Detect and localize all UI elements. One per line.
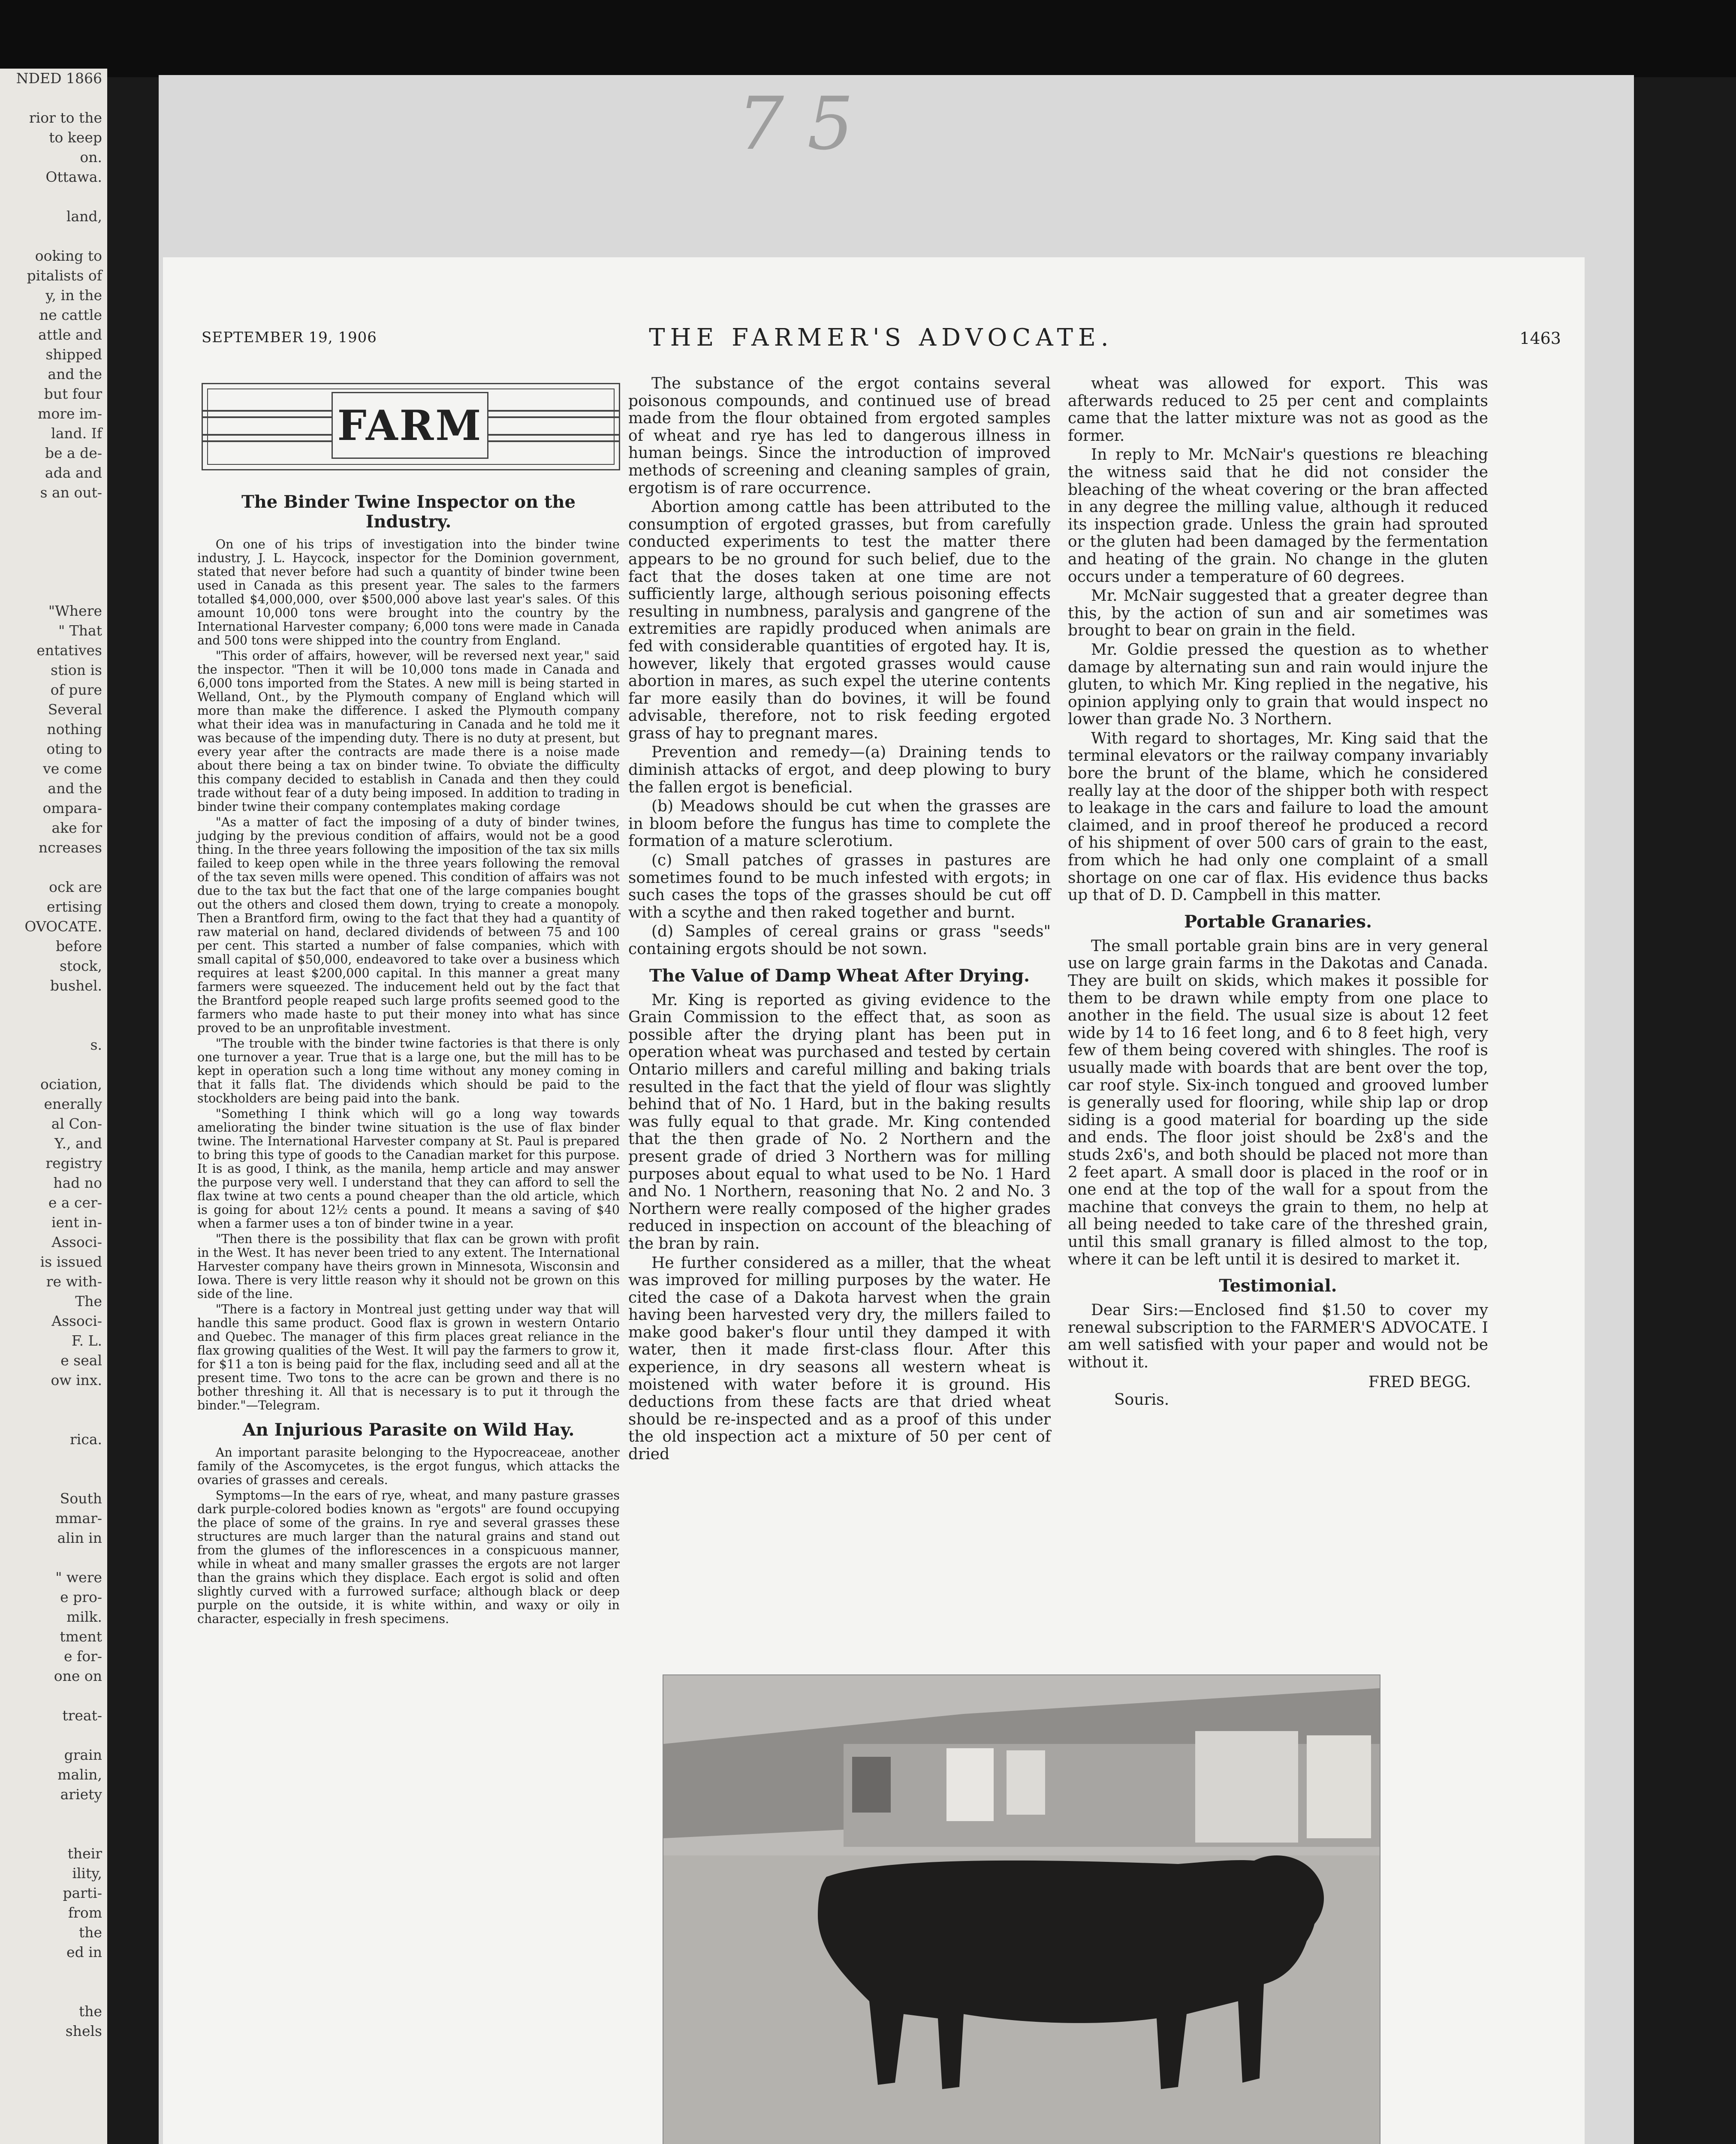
column-2 [628,375,1051,1465]
margin-text-line [3,1015,102,1035]
publication-title: THE FARMER'S ADVOCATE. [649,324,1114,352]
margin-text-line: OVOCATE. [24,918,102,935]
margin-text-line [3,858,102,877]
paragraph: "This order of affairs, however, will be reversed next year," said the inspector. "Then it will be 10,000 tons made in Canada and 6,000 tons imported from the States. A new mill is being started in Welland, Ont., by the Plymouth company of England which will more than make the difference. I asked the Plymouth company what their idea was in manufacturing in Canada and he told me it was because of the impending duty. There is no duty at present, but every year after the contracts are made there is a noise made about there being a tax on binder twine. To obviate the difficulty this company decided to establish in Canada and then they could trade without fear of a duty being imposed. In addition to trading in binder twine their company contemplates making cordage [197,649,620,814]
margin-text-line: " were [55,1569,102,1586]
margin-text-line: ada and [45,464,102,481]
margin-text-line [3,562,102,581]
margin-text-line: and the [48,780,102,797]
article-body [628,992,1051,1463]
paragraph: (b) Meadows should be cut when the grasses are in bloom before the fungus has time to complete the formation of a mature sclerotium. [628,798,1051,850]
signature-place: Souris. [1114,1391,1169,1409]
article-heading: An Injurious Parasite on Wild Hay. [242,1420,575,1440]
margin-text-line [3,187,102,207]
margin-text-line: mmar- [55,1510,102,1527]
margin-text-line: tment [60,1628,102,1645]
article-heading: Testimonial. [1219,1276,1337,1296]
margin-text-line: of pure [50,681,102,698]
paragraph: The substance of the ergot contains several poisonous compounds, and continued use of bread made from the flour obtained from ergoted samples of wheat and rye has led to dangerous illness in human beings. Since the introduction of improved methods of screening and cleaning samples of grain, ergotism is of rare occurrence. [628,375,1051,497]
margin-text-line: nothing [47,721,102,738]
paragraph: "As a matter of fact the imposing of a duty of binder twines, judging by the previous condition of affairs, would not be a good thing. In the three years following the imposition of the tax six mills failed to keep open while in the three years following the removal of the tax seven mills were opened. This condition of affairs was not due to the tax but the fact that one of the large companies bought out the others and closed them down, trying to create a monopoly. Then a Brantford firm, owing to the fact that they had a quantity of raw material on hand, declared dividends of between 75 and 100 per cent. This started a number of false companies, which with small capital of $50,000, endeavored to take over a business which requires at least $200,000 capital. In this manner a great many farmers were squeezed. The inducement held out by the fact that the Brantford people reaped such large profits seemed good to the farmers who made haste to put their money into what has since proved to be an unprofitable investment. [197,815,620,1035]
paragraph: (d) Samples of cereal grains or grass "seeds" containing ergots should be not sown. [628,923,1051,958]
margin-text-line: ed in [66,1944,102,1960]
margin-text-line: ve come [43,760,102,777]
paragraph: An important parasite belonging to the Hypocreaceae, another family of the Ascomycetes, is the ergot fungus, which attacks the ovaries of grasses and cereals. [197,1445,620,1487]
margin-text-line: registry [45,1155,102,1171]
paragraph: He further considered as a miller, that the wheat was improved for milling purposes by the water. He cited the case of a Dakota harvest when the grain having been harvested very dry, the millers failed to make good baker's flour until they damped it with water, then it made first-class flour. After this experience, in dry seasons all western wheat is moistened with water before it is ground. His deductions from these facts are that dried wheat should be re-inspected and as a proof of this under the old inspection act a mixture of 50 per cent of dried [628,1254,1051,1463]
margin-text-line: Associ- [51,1234,102,1250]
margin-text-line: from [68,1904,102,1921]
margin-text-line [3,1804,102,1824]
adjacent-page-fragment [0,69,107,2144]
margin-text-line: ient in- [51,1214,102,1231]
paragraph: On one of his trips of investigation into the binder twine industry, J. L. Haycock, inspector for the Dominion government, stated that never before had such a quantity of binder twine been used in Canada as this present year. The sales to the farmers totalled $4,000,000, over $500,000 above last year's sales. Of this amount 10,000 tons were brought into the country by the International Harvester company; 6,000 tons were made in Canada and 500 tons were shipped into the country from England. [197,537,620,647]
margin-text-line: stock, [59,958,102,974]
article-heading: The Value of Damp Wheat After Drying. [649,965,1030,986]
margin-text-line: e seal [60,1352,102,1369]
margin-text-line: parti- [63,1885,102,1901]
article-heading: The Binder Twine Inspector on the Industry. [241,492,576,532]
paragraph: The small portable grain bins are in very general use on large grain farms in the Dakotas and Canada. They are built on skids, which makes it possible for them to be drawn while empty from one place to another in the field. The usual size is about 12 feet wide by 14 to 16 feet long, and 6 to 8 feet high, very few of them being covered with shingles. The roof is usually made with boards that are bent over the top, car roof style. Six-inch tongued and grooved lumber is generally used for flooring, while ship lap or drop siding is a good material for boarding up the side and ends. The floor joist should be 2x8's and the studs 2x6's, and both should be placed not more than 2 feet apart. A small door is placed in the roof or in one end at the top of the wall for a spout from the machine that conveys the grain to them, no help at all being needed to take care of the threshed grain, until this small granary is filled almost to the top, where it can be left until it is desired to market it. [1068,937,1488,1268]
margin-text-line: ility, [72,1865,102,1882]
margin-text-line [3,503,102,522]
paragraph: With regard to shortages, Mr. King said that the terminal elevators or the railway company invariably bore the brunt of the blame, which he considered really lay at the door of the shipper both with respect to leakage in the cars and failure to load the amount claimed, and in proof thereof he produced a record of his shipment of over 500 cars of grain to the east, from which he had only one complaint of a small shortage on one car of flax. His evidence thus backs up that of D. D. Campbell in this matter. [1068,729,1488,904]
margin-text-line: be a de- [45,445,102,461]
paragraph: Mr. McNair suggested that a greater degree than this, by the action of sun and air sometimes was brought to bear on grain in the field. [1068,587,1488,640]
margin-text-line: oting to [46,741,102,757]
margin-text-line: South [60,1490,102,1507]
margin-text-line: attle and [38,326,102,343]
margin-text-line: bushel. [50,977,102,994]
margin-text-line: shipped [45,346,102,363]
margin-text-line: the [78,2003,102,2020]
article-body [1068,375,1488,904]
banner-plate [332,392,488,459]
paragraph: wheat was allowed for export. This was afterwards reduced to 25 per cent and complaints came that the latter mixture was not as good as the former. [1068,375,1488,445]
margin-text-line: before [55,938,102,955]
margin-text-line: Associ- [51,1313,102,1329]
margin-text-line: pitalists of [27,267,102,284]
margin-text-line: on. [80,149,102,166]
margin-text-line: ooking to [35,247,102,264]
margin-text-line [3,1055,102,1075]
signature: FRED BEGG. [1368,1373,1471,1391]
margin-text-line: Several [48,701,102,718]
margin-text-line: ake for [51,819,102,836]
margin-text-line [3,1410,102,1430]
margin-text-line: ociation, [40,1076,102,1093]
margin-text-line: and the [48,366,102,382]
margin-text-line: y, in the [45,287,102,304]
margin-text-line [3,1824,102,1844]
column-3 [1068,375,1488,1409]
paragraph: "Something I think which will go a long way towards ameliorating the binder twine situation is the use of flax binder twine. The International Harvester company at St. Paul is prepared to bring this type of goods to the Canadian market for this purpose. It is as good, I think, as the manila, hemp article and may answer the purpose very well. I understand that they can afford to sell the flax twine at two cents a pound cheaper than the old article, which is going for about 12½ cents a pound. It means a saving of $40 when a farmer uses a ton of binder twine in a year. [197,1107,620,1231]
margin-text-line [3,1469,102,1489]
paragraph: "Then there is the possibility that flax can be grown with profit in the West. It has never been tried to any extent. The International Harvester company have theirs grown in Minnesota, Wisconsin and Iowa. There is very little reason why it should not be grown on this side of the line. [197,1232,620,1301]
margin-text-line: rica. [70,1431,102,1448]
margin-text-line: ncreases [38,839,102,856]
section-title: FARM [337,401,483,450]
margin-text-line [3,1725,102,1745]
margin-text-line: had no [53,1174,102,1191]
adjacent-page-text [3,69,102,2041]
margin-text-line: shels [65,2023,102,2039]
margin-text-line [3,522,102,542]
margin-text-line: the [78,1924,102,1941]
margin-text-line [3,1449,102,1469]
margin-text-line [3,1548,102,1568]
margin-text-line [3,1982,102,2002]
margin-text-line: re with- [46,1273,102,1290]
margin-text-line: entatives [36,642,102,659]
margin-text-line [3,1962,102,1982]
margin-text-line [3,581,102,601]
paragraph: "There is a factory in Montreal just getting under way that will handle this same product. Good flax is grown in western Ontario and Quebec. The manager of this firm places great reliance in the flax growing qualities of the West. It will pay the farmers to grow it, for $11 a ton is being paid for the flax, including seed and all at the present time. Two tons to the acre can be grown and there is no bother threshing it. All that is necessary is to put it through the binder."—Telegram. [197,1302,620,1412]
column-1 [197,485,620,1628]
article-heading: Portable Granaries. [1184,911,1372,932]
margin-text-line: more im- [38,405,102,422]
paragraph: Prevention and remedy—(a) Draining tends to diminish attacks of ergot, and deep plowing to bury the fallen ergot is beneficial. [628,744,1051,796]
paragraph: Symptoms—In the ears of rye, wheat, and many pasture grasses dark purple-colored bodies known as "ergots" are found occupying the place of some of the grains. In rye and several grasses these structures are much larger than the natural grains and stand out from the glumes of the inflorescences in a conspicuous manner, while in wheat and many smaller grasses the ergots are not larger than the grains which they displace. Each ergot is solid and often slightly curved with a furrowed surface; although black or deep purple on the outside, it is white within, and waxy or oily in character, especially in fresh specimens. [197,1488,620,1626]
margin-text-line: al Con- [51,1115,102,1132]
margin-text-line: ock are [49,879,102,895]
paragraph: Abortion among cattle has been attributed to the consumption of ergoted grasses, but from carefully conducted experiments to test the matter there appears to be no ground for such belief, due to the fact that the doses taken at one time are not sufficiently large, although serious poisoning effects resulting in numbness, paralysis and gangrene of the extremities are rapidly produced when animals are fed with considerable quantities of ergoted hay. It is, however, likely that ergoted grasses would cause abortion in mares, as such expel the uterine contents far more easily than do bovines, it will be found advisable, therefore, not to risk feeding ergoted grass of hay to pregnant mares. [628,498,1051,742]
margin-text-line [3,226,102,246]
margin-text-line: milk. [66,1608,102,1625]
margin-text-line: malin, [57,1766,102,1783]
paragraph: Mr. King is reported as giving evidence to the Grain Commission to the effect that, as soon as possible after the drying plant has been put in operation wheat was purchased and tested by certain Ontario millers and careful milling and baking trials resulted in the fact that the yield of flour was slightly behind that of No. 1 Hard, but in the baking results was fully equal to that grade. Mr. King contended that the then grade of No. 2 Northern and the present grade of dried 3 Northern was for milling purposes about equal to what used to be No. 1 Hard and No. 1 Northern, reasoning that No. 2 and No. 3 Northern were really composed of the higher grades reduced in inspection on account of the bleaching of the bran by rain. [628,991,1051,1253]
margin-text-line: ne cattle [39,307,102,323]
margin-text-line: s an out- [40,484,102,501]
paragraph: Mr. Goldie pressed the question as to whether damage by alternating sun and rain would injure the gluten, to which Mr. King replied in the negative, his opinion applying only to grain that would inspect no lower than grade No. 3 Northern. [1068,641,1488,729]
margin-text-line [3,1390,102,1410]
margin-text-line: ertising [47,898,102,915]
margin-text-line: one on [54,1668,102,1684]
margin-text-line: ompara- [42,800,102,816]
article-body [628,375,1051,958]
article-body [1068,938,1488,1268]
article-body [197,538,620,1412]
margin-text-line: Y., and [54,1135,102,1152]
margin-text-line: e a cer- [48,1194,102,1211]
margin-text-line: their [67,1845,102,1862]
margin-text-line: to keep [49,129,102,146]
margin-text-line: is issued [40,1253,102,1270]
paragraph: "The trouble with the binder twine factories is that there is only one turnover a year. True that is a large one, but the mill has to be kept in operation such a long time without any money coming in that it falls flat. The dividends which should be paid to the stockholders are being paid into the bank. [197,1036,620,1105]
margin-text-line: ariety [60,1786,102,1803]
page-header [202,324,1561,354]
margin-text-line: " That [58,622,102,639]
margin-text-line: rior to the [29,109,102,126]
margin-text-line: land, [66,208,102,225]
page-number: 1463 [1519,329,1561,348]
margin-text-line: F. L. [71,1332,102,1349]
section-banner [202,383,620,470]
margin-text-line: but four [44,385,102,402]
margin-text-line [3,1686,102,1706]
scan-background-top [0,0,1736,77]
margin-text-line: ow inx. [51,1372,102,1388]
margin-text-line [3,88,102,108]
testimonial-text: Dear Sirs:—Enclosed find $1.50 to cover my renewal subscription to the FARMER'S ADVOCATE. I am well satisfied with your paper and would not be without it. [1068,1301,1488,1371]
margin-text-line: Ottawa. [45,169,102,185]
margin-text-line: NDED 1866 [16,70,102,87]
margin-text-line: e pro- [60,1589,102,1605]
margin-text-line: e for- [63,1648,102,1665]
handwritten-note: 7 5 [738,81,854,166]
margin-text-line [3,996,102,1015]
margin-text-line: land. If [51,425,102,442]
photo-illustration [663,1675,1380,2144]
margin-text-line: s. [90,1036,102,1053]
margin-text-line [3,542,102,562]
issue-date: SEPTEMBER 19, 1906 [202,329,377,346]
margin-text-line: The [75,1293,102,1310]
article-body [197,1446,620,1626]
paragraph: (c) Small patches of grasses in pastures are sometimes found to be much infested with ergots; in such cases the tops of the grasses should be cut off with a scythe and then raked together and burnt. [628,852,1051,921]
margin-text-line: treat- [62,1707,102,1724]
margin-text-line: "Where [48,602,102,619]
margin-text-line: stion is [51,662,102,678]
margin-text-line: grain [64,1747,102,1763]
margin-text-line: enerally [44,1096,102,1112]
margin-text-line: alin in [57,1530,102,1546]
cow-photograph [663,1674,1380,2144]
paragraph: In reply to Mr. McNair's questions re bleaching the witness said that he did not consider the bleaching of the wheat covering or the bran affected in any degree the milling value, although it reduced its inspection grade. Unless the grain had sprouted or the gluten had been damaged by the fermentation and heating of the grain. No change in the gluten occurs under a temperature of 60 degrees. [1068,446,1488,586]
testimonial-signature-line [1068,1374,1488,1391]
